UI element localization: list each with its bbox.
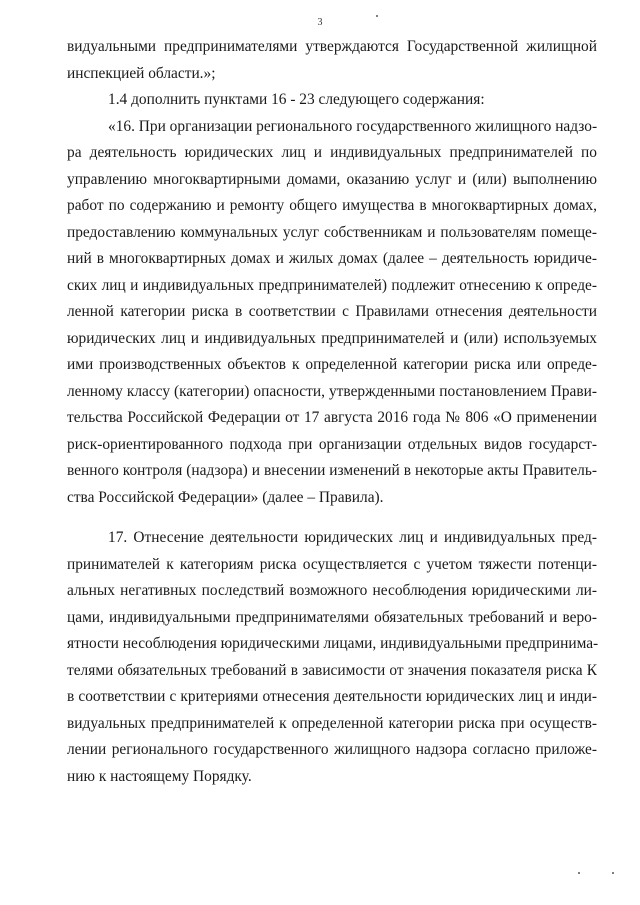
text-line: предоставлению коммунальных услуг собственникам и пользователям помеще-	[67, 223, 597, 241]
text-line: «16. При организации регионального государственного жилищного надзо-	[108, 117, 598, 135]
text-line: ских лиц и индивидуальных предпринимателей) подлежит отнесению к опреде-	[67, 276, 597, 294]
text-line: видуальными предпринимателями утверждаются Государственной жилищной	[67, 38, 597, 55]
text-line: альных негативных последствий возможного несоблюдения юридическими ли-	[67, 582, 597, 599]
text-line: 1.4 дополнить пунктами 16 - 23 следующего содержания:	[108, 91, 485, 108]
text-line: телями обязательных требований в зависимости от значения показателя риска К	[67, 661, 597, 679]
document-body	[67, 34, 597, 790]
scan-speck	[578, 872, 580, 874]
text-line: ленному классу (категории) опасности, утвержденными постановлением Прави-	[67, 382, 597, 400]
text-line: лении регионального государственного жилищного надзора согласно приложе-	[67, 741, 597, 758]
text-line: ра деятельность юридических лиц и индивидуальных предпринимателей по	[67, 144, 597, 161]
text-line: венного контроля (надзора) и внесении изменений в некоторые акты Правитель-	[67, 462, 597, 479]
text-line: ятности несоблюдения юридическими лицами, индивидуальными предпринима-	[67, 635, 599, 652]
text-line: ний в многоквартирных домах и жилых домах (далее – деятельность юридиче-	[67, 250, 597, 267]
text-line: ими производственных объектов к определенной категории риска или опреде-	[67, 356, 597, 373]
text-line: тельства Российской Федерации от 17 августа 2016 года № 806 «О применении	[67, 409, 597, 426]
text-line: ленной категории риска в соответствии с Правилами отнесения деятельности	[67, 303, 597, 320]
text-line: ства Российской Федерации» (далее – Правила).	[67, 488, 384, 506]
text-line: цами, индивидуальными предпринимателями обязательных требований и веро-	[67, 608, 597, 626]
text-line: 17. Отнесение деятельности юридических лиц и индивидуальных пред-	[108, 529, 597, 546]
text-line: управлению многоквартирными домами, оказанию услуг и (или) выполнению	[67, 170, 597, 188]
text-line: работ по содержанию и ремонту общего имущества в многоквартирных домах,	[67, 197, 597, 214]
text-line: видуальных предпринимателей к определенной категории риска при осуществ-	[67, 714, 597, 732]
text-line: принимателей к категориям риска осуществляется с учетом тяжести потенци-	[67, 555, 597, 573]
scan-speck	[376, 15, 378, 17]
text-line: в соответствии с критериями отнесения деятельности юридических лиц и инди-	[67, 688, 597, 705]
text-line: риск-ориентированного подхода при организации отдельных видов государст-	[67, 435, 597, 453]
scan-speck	[612, 872, 614, 874]
page-number: 3	[317, 17, 323, 28]
text-line: юридических лиц и индивидуальных предпринимателей и (или) используемых	[67, 329, 597, 347]
text-line: инспекцией области.»;	[67, 64, 216, 82]
text-line: нию к настоящему Порядку.	[67, 767, 252, 785]
